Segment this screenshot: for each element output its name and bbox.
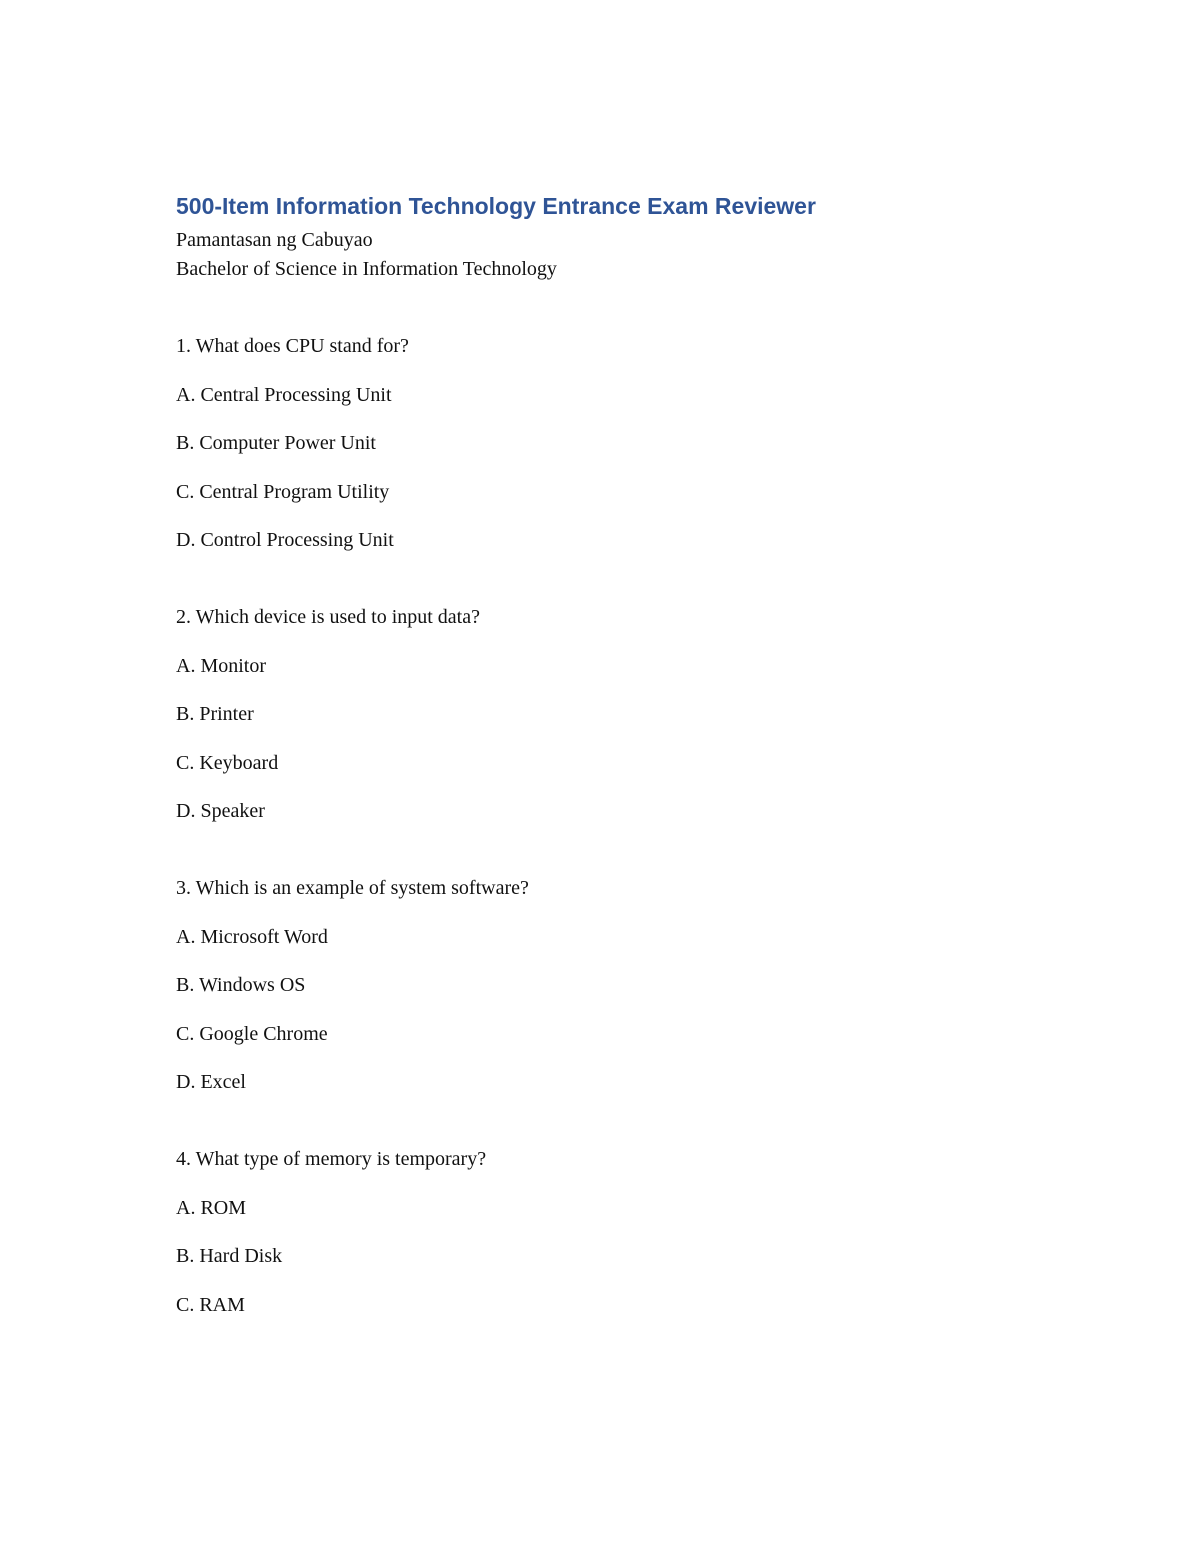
question-item — [176, 1145, 1076, 1320]
question-text: 3. Which is an example of system software? — [176, 877, 529, 899]
question-list — [176, 332, 1076, 1320]
answer-option: D. Control Processing Unit — [176, 529, 394, 551]
program-name: Bachelor of Science in Information Technology — [176, 258, 557, 280]
document-title: 500-Item Information Technology Entrance Exam Reviewer — [176, 193, 816, 219]
question-item — [176, 332, 1076, 555]
document-content — [176, 190, 1076, 1368]
answer-option: C. Keyboard — [176, 751, 279, 774]
answer-option: C. RAM — [176, 1293, 245, 1316]
question-item — [176, 603, 1076, 826]
answer-option: C. Google Chrome — [176, 1022, 328, 1045]
answer-option: B. Windows OS — [176, 974, 306, 996]
answer-option: A. Monitor — [176, 654, 266, 677]
answer-option: D. Speaker — [176, 800, 265, 822]
answer-option: A. ROM — [176, 1196, 247, 1219]
answer-option: B. Printer — [176, 703, 254, 725]
question-text: 4. What type of memory is temporary? — [176, 1148, 487, 1170]
answer-option: C. Central Program Utility — [176, 480, 390, 503]
answer-option: A. Microsoft Word — [176, 925, 328, 948]
question-text: 1. What does CPU stand for? — [176, 335, 409, 357]
answer-option: A. Central Processing Unit — [176, 383, 392, 406]
question-text: 2. Which device is used to input data? — [176, 606, 480, 628]
answer-option: B. Hard Disk — [176, 1245, 283, 1267]
question-item — [176, 874, 1076, 1097]
answer-option: B. Computer Power Unit — [176, 432, 376, 454]
answer-option: D. Excel — [176, 1071, 246, 1093]
institution-name: Pamantasan ng Cabuyao — [176, 229, 373, 251]
